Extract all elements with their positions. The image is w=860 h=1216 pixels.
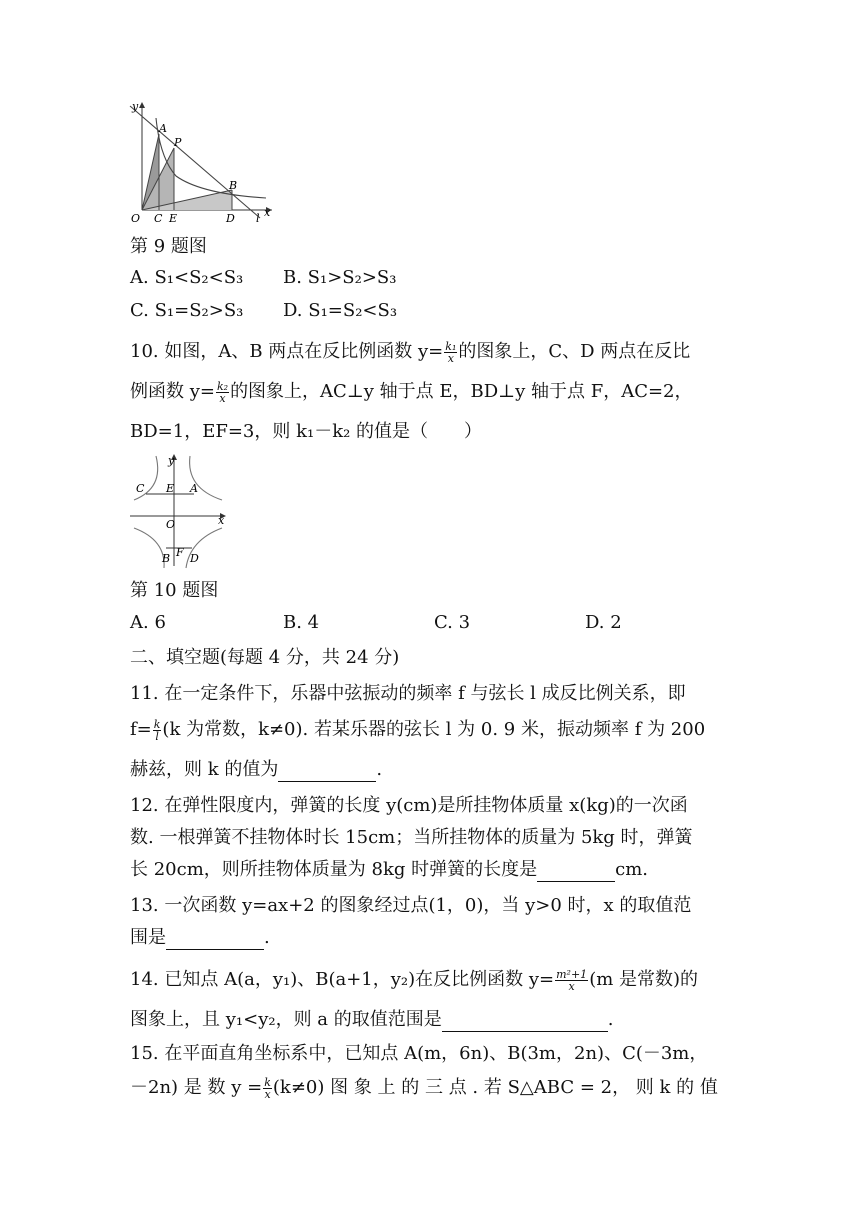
fig10-label-f: F	[176, 546, 184, 559]
q12-line-2: 数. 一根弹簧不挂物体时长 15cm；当所挂物体的质量为 5kg 时，弹簧	[130, 827, 693, 848]
q15-line-2	[130, 1076, 718, 1100]
fig10-label-b: B	[162, 552, 171, 565]
q14-answer-blank[interactable]	[442, 1013, 608, 1032]
q11-answer-blank[interactable]	[278, 763, 376, 782]
fig10-label-a: A	[190, 482, 198, 495]
figure-9-graph	[126, 98, 276, 223]
q9-option-a: A. S₁<S₂<S₃	[130, 267, 244, 288]
q15-fraction	[263, 1077, 272, 1100]
q12-line-3	[130, 858, 648, 882]
q14-text-2: 图象上，且 y₁<y₂，则 a 的取值范围是	[130, 1009, 442, 1030]
q10-frac2-den: x	[219, 391, 226, 405]
q15-frac-den: x	[264, 1087, 271, 1101]
fig10-label-e: E	[166, 482, 175, 495]
q11-text-3-end: .	[376, 759, 383, 780]
q10-text-2b: 的图象上，AC⊥y 轴于点 E，BD⊥y 轴于点 F，AC=2，	[230, 381, 693, 402]
q14-text-1b: (m 是常数)的	[589, 969, 699, 990]
fig9-label-a: A	[159, 122, 167, 135]
fig9-label-e: E	[169, 212, 178, 223]
q11-text-3: 赫兹，则 k 的值为	[130, 759, 279, 780]
q11-line-1: 11. 在一定条件下，乐器中弦振动的频率 f 与弦长 l 成反比例关系，即	[130, 683, 686, 704]
q14-frac-num: m²+1	[556, 967, 588, 981]
q13-answer-blank[interactable]	[166, 931, 264, 950]
q13-text-2: 围是	[130, 927, 166, 948]
fig9-label-c: C	[154, 212, 163, 223]
q14-text-2-end: .	[607, 1009, 614, 1030]
fig10-label-c: C	[136, 482, 145, 495]
figure-10-caption: 第 10 题图	[130, 580, 219, 601]
figure-10-graph	[126, 452, 236, 570]
q13-line-2	[130, 926, 270, 950]
q9-option-b: B. S₁>S₂>S₃	[283, 267, 397, 288]
q11-frac-num: k	[153, 717, 161, 731]
q14-line-2	[130, 1008, 613, 1032]
q15-text-2b: (k≠0) 图 象 上 的 三 点 . 若 S△ABC = 2， 则 k 的 值	[272, 1077, 718, 1098]
q10-line-3: BD=1，EF=3，则 k₁－k₂ 的值是（ ）	[130, 421, 483, 442]
q13-line-1: 13. 一次函数 y=ax+2 的图象经过点(1，0)，当 y>0 时，x 的取值范	[130, 895, 692, 916]
q11-text-2b: (k 为常数，k≠0). 若某乐器的弦长 l 为 0. 9 米，振动频率 f 为 200	[162, 719, 706, 740]
q14-fraction	[555, 969, 588, 992]
q10-frac1-num: k₁	[445, 339, 457, 353]
q14-frac-den: x	[568, 979, 575, 993]
q14-text-1a: 14. 已知点 A(a，y₁)、B(a+1，y₂)在反比例函数 y=	[130, 969, 555, 990]
q10-option-a: A. 6	[130, 612, 166, 633]
q12-line-1: 12. 在弹性限度内，弹簧的长度 y(cm)是所挂物体质量 x(kg)的一次函	[130, 795, 688, 816]
q14-line-1	[130, 968, 698, 992]
fig10-label-x: x	[218, 514, 225, 527]
q11-text-2a: f=	[130, 719, 152, 740]
q10-option-b: B. 4	[283, 612, 320, 633]
fig9-label-x: x	[264, 206, 271, 219]
q15-frac-num: k	[264, 1075, 271, 1089]
fig10-label-o: O	[166, 518, 176, 531]
fig10-label-d: D	[190, 552, 199, 565]
q10-fraction-1	[444, 341, 457, 364]
q10-line-2	[130, 380, 693, 404]
q10-line-1	[130, 340, 690, 364]
section-2-heading: 二、填空题(每题 4 分，共 24 分)	[130, 647, 400, 668]
q13-text-2-end: .	[264, 927, 270, 948]
figure-9-caption: 第 9 题图	[130, 236, 207, 257]
q12-answer-blank[interactable]	[537, 863, 615, 882]
q12-text-3a: 长 20cm，则所挂物体质量为 8kg 时弹簧的长度是	[130, 859, 538, 880]
fig9-label-o: O	[131, 212, 141, 223]
q15-line-1: 15. 在平面直角坐标系中，已知点 A(m，6n)、B(3m，2n)、C(－3m，	[130, 1043, 708, 1064]
q10-frac2-num: k₂	[216, 379, 229, 393]
q10-option-d: D. 2	[585, 612, 622, 633]
fig10-label-y: y	[168, 454, 175, 467]
q10-text-1b: 的图象上，C、D 两点在反比	[458, 341, 691, 362]
q9-option-d: D. S₁=S₂<S₃	[283, 300, 398, 321]
q12-text-3b: cm.	[615, 859, 648, 880]
fig9-label-b: B	[229, 179, 238, 192]
q10-fraction-2	[216, 381, 229, 404]
q10-text-1a: 10. 如图，A、B 两点在反比例函数 y=	[130, 341, 444, 362]
fig9-label-l: l	[256, 212, 260, 223]
q11-frac-den: l	[155, 729, 159, 743]
fig9-label-p: P	[174, 136, 182, 149]
fig9-label-y: y	[132, 100, 139, 113]
q10-frac1-den: x	[447, 351, 454, 365]
q11-line-3	[130, 758, 382, 782]
q11-line-2	[130, 718, 705, 742]
q10-option-c: C. 3	[434, 612, 471, 633]
q9-option-c: C. S₁=S₂>S₃	[130, 300, 244, 321]
q15-text-2a: －2n) 是 数 y =	[130, 1077, 263, 1098]
q10-text-2a: 例函数 y=	[130, 381, 215, 402]
fig9-label-d: D	[226, 212, 235, 223]
q11-fraction	[153, 719, 162, 742]
